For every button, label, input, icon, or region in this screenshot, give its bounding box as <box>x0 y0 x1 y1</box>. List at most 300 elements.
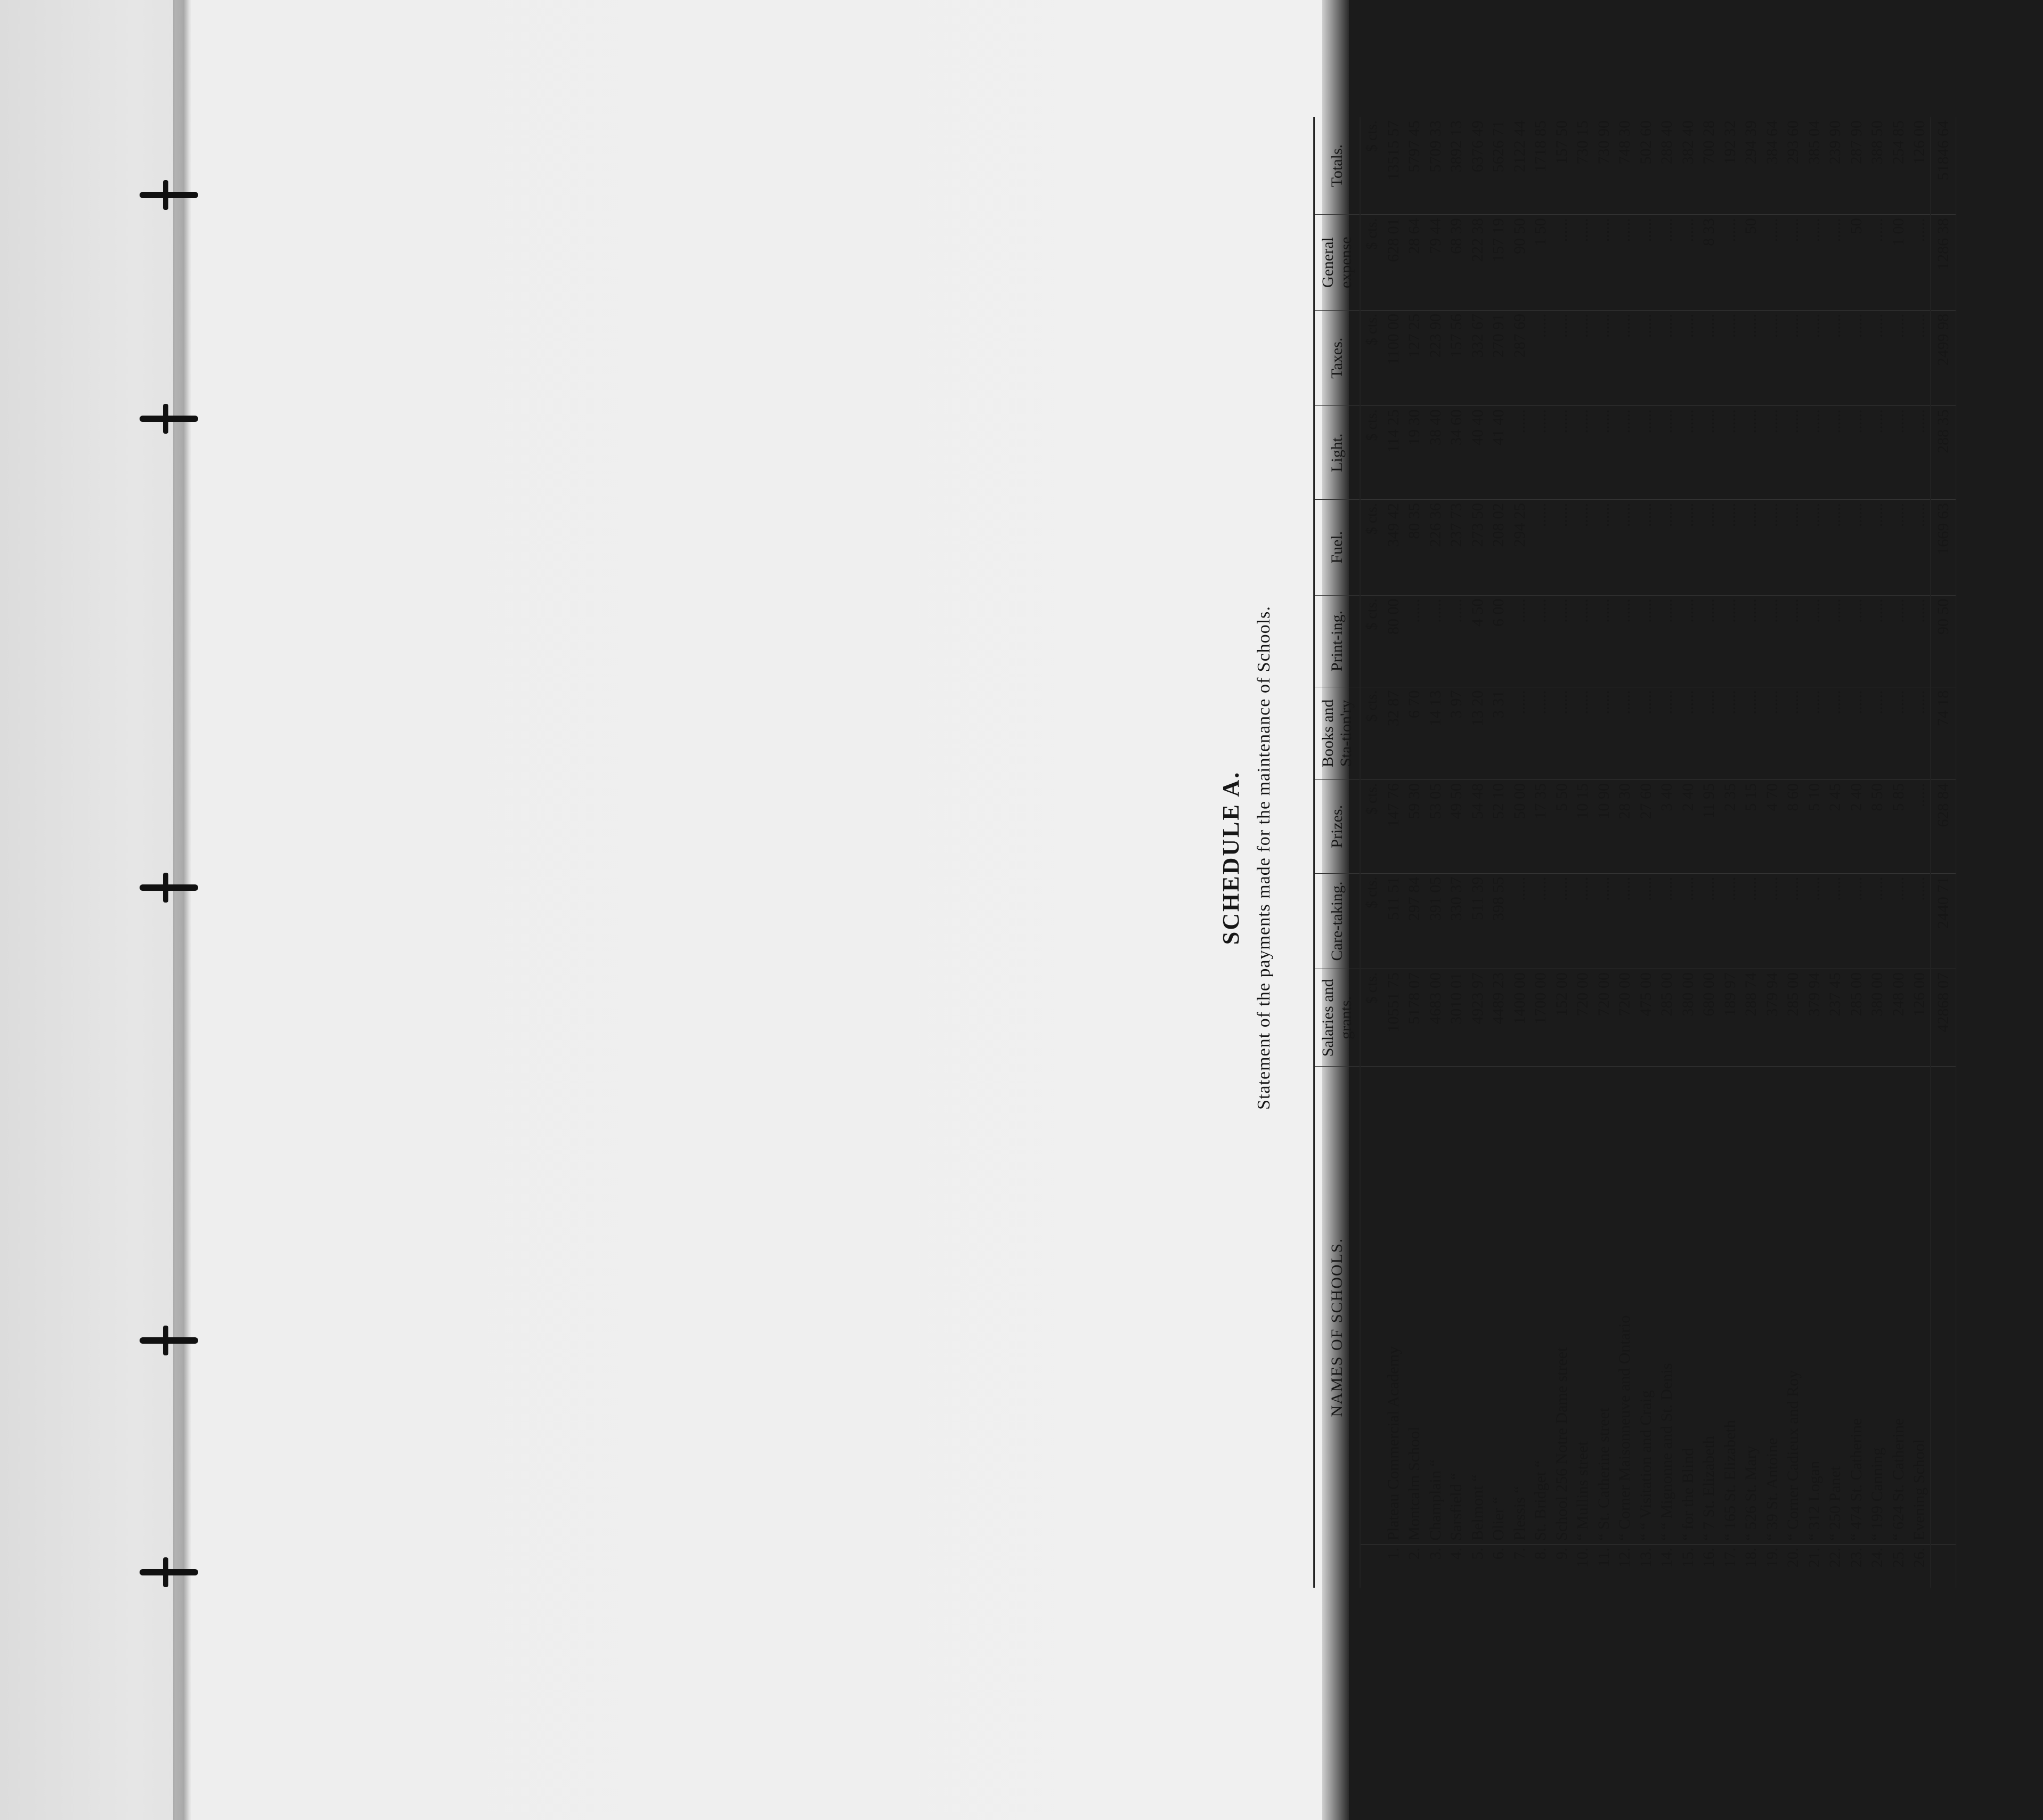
cell-printing: ...... <box>1530 595 1551 687</box>
cell-prizes: 52 10 <box>1488 779 1509 873</box>
cell-prizes: 2 40 <box>1678 779 1699 873</box>
table-row <box>1635 117 1657 1588</box>
cell-printing: ...... <box>1404 595 1425 687</box>
rotated-schedule <box>1212 117 2043 1598</box>
cell-taxes: ...... <box>1846 310 1867 406</box>
cell-light: ...... <box>1825 406 1846 500</box>
cell-fuel: ...... <box>1593 500 1615 596</box>
cell-general: ...... <box>1909 215 1931 311</box>
cell-light: ...... <box>1909 406 1931 500</box>
row-number: 25. <box>1889 1547 1907 1568</box>
total-caretaking: 2440 71 <box>1931 873 1957 969</box>
cell-totals: 384 64 <box>1762 117 1783 215</box>
cell-salaries: 380 00 <box>1867 969 1888 1067</box>
unit-label: $ cts. <box>1360 215 1383 311</box>
cell-books: 3 31 <box>1488 687 1509 779</box>
cell-general: ...... <box>1720 215 1741 311</box>
cell-caretaking: ...... <box>1867 873 1888 969</box>
cell-books: 13 20 <box>1467 687 1488 779</box>
table-row <box>1762 117 1783 1588</box>
row-number: 24. <box>1868 1547 1886 1568</box>
cell-totals: 254 85 <box>1888 117 1909 215</box>
cell-salaries: 3010 01 <box>1446 969 1467 1067</box>
cell-totals: 293 60 <box>1782 117 1804 215</box>
cell-general: ...... <box>1762 215 1783 311</box>
col-caretaking: Care-taking. <box>1314 873 1361 969</box>
cell-books: ...... <box>1762 687 1783 779</box>
col-general: General expense <box>1314 215 1361 311</box>
table-row <box>1909 117 1931 1588</box>
cell-caretaking: ...... <box>1762 873 1783 969</box>
table-row <box>1383 117 1404 1588</box>
cell-general: ...... <box>1678 215 1699 311</box>
cell-books: 32 87 <box>1383 687 1404 779</box>
cell-books: ...... <box>1698 687 1720 779</box>
cell-taxes: ...... <box>1593 310 1615 406</box>
cell-printing: ...... <box>1593 595 1615 687</box>
header-row <box>1314 117 1361 1588</box>
schedule-heading <box>1212 117 1274 1598</box>
cell-salaries: 720 00 <box>1593 969 1615 1067</box>
cell-books: ...... <box>1572 687 1593 779</box>
binding-stitch <box>140 192 198 198</box>
cell-salaries: 379 94 <box>1762 969 1783 1067</box>
row-number: 20. <box>1784 1547 1802 1568</box>
school-name: “ for the Blind <box>1678 1067 1699 1544</box>
cell-printing: ...... <box>1888 595 1909 687</box>
cell-printing: ...... <box>1867 595 1888 687</box>
cell-salaries: 4923 97 <box>1467 969 1488 1067</box>
row-number: 6. <box>1489 1547 1507 1560</box>
cell-prizes: 17 35 <box>1530 779 1551 873</box>
cell-light: ...... <box>1720 406 1741 500</box>
unit-label: $ cts. <box>1360 687 1383 779</box>
school-name: “ “ Visitation and Craig <box>1635 1067 1657 1544</box>
cell-general: 90 50 <box>1509 215 1531 311</box>
cell-general: ...... <box>1572 215 1593 311</box>
schedule-title: SCHEDULE A. <box>1218 770 1244 945</box>
row-number: 15. <box>1679 1547 1697 1568</box>
cell-totals: 748 30 <box>1614 117 1635 215</box>
cell-caretaking: ...... <box>1678 873 1699 969</box>
cell-general: 222 38 <box>1467 215 1488 311</box>
cell-fuel: 294 25 <box>1509 500 1531 596</box>
cell-totals: 239 90 <box>1825 117 1846 215</box>
cell-totals: 700 28 <box>1698 117 1720 215</box>
cell-caretaking: ...... <box>1698 873 1720 969</box>
row-number: 2. <box>1405 1547 1423 1560</box>
table-row <box>1593 117 1615 1588</box>
cell-caretaking: ...... <box>1782 873 1804 969</box>
cell-fuel: 349 42 <box>1383 500 1404 596</box>
school-name: Sarsfield “ <box>1446 1067 1467 1544</box>
total-printing: 90 50 <box>1931 595 1957 687</box>
cell-prizes: 27 60 <box>1635 779 1657 873</box>
unit-label: $ cts. <box>1360 310 1383 406</box>
cell-books: ...... <box>1720 687 1741 779</box>
cell-prizes: 11 95 <box>1698 779 1720 873</box>
cell-general: 50 <box>1740 215 1762 311</box>
cell-prizes: 3 40 <box>1656 779 1678 873</box>
cell-prizes: 49 50 <box>1446 779 1467 873</box>
cell-light: ...... <box>1530 406 1551 500</box>
school-name: St. Bridget “ <box>1530 1067 1551 1544</box>
row-number: 10. <box>1574 1547 1591 1568</box>
cell-totals: 388 50 <box>1867 117 1888 215</box>
cell-printing: ...... <box>1678 595 1699 687</box>
table-row <box>1572 117 1593 1588</box>
school-name: Montcalm School <box>1404 1067 1425 1544</box>
row-number: 21. <box>1805 1547 1823 1568</box>
cell-general: 1 00 <box>1888 215 1909 311</box>
cell-fuel: ...... <box>1698 500 1720 596</box>
cell-prizes: 5 10 <box>1804 779 1825 873</box>
cell-salaries: 288 74 <box>1740 969 1762 1067</box>
table-row <box>1825 117 1846 1588</box>
school-name: “ 312 Logan <box>1804 1067 1825 1544</box>
cell-caretaking: 511 39 <box>1467 873 1488 969</box>
cell-printing: ...... <box>1825 595 1846 687</box>
cell-totals: 157 50 <box>1551 117 1573 215</box>
cell-taxes: 287 69 <box>1509 310 1531 406</box>
cell-caretaking: ...... <box>1656 873 1678 969</box>
col-books: Books and Sta-tion'ry <box>1314 687 1361 779</box>
cell-books: ...... <box>1740 687 1762 779</box>
school-name: Plessis “ <box>1509 1067 1531 1544</box>
cell-salaries: 4683 00 <box>1425 969 1446 1067</box>
cell-taxes: ...... <box>1572 310 1593 406</box>
cell-books: 3 97 <box>1446 687 1467 779</box>
cell-totals: 730 90 <box>1593 117 1615 215</box>
cell-salaries: 1700 00 <box>1530 969 1551 1067</box>
cell-light: ...... <box>1740 406 1762 500</box>
school-name: Plateau Commercial Academy <box>1383 1067 1404 1544</box>
cell-caretaking: 398 55 <box>1488 873 1509 969</box>
cell-caretaking: ...... <box>1530 873 1551 969</box>
school-name: “ “ Mignonne and St. Denis <box>1656 1067 1678 1544</box>
cell-caretaking: ...... <box>1509 873 1531 969</box>
cell-salaries: 379 94 <box>1804 969 1825 1067</box>
cell-taxes: 223 90 <box>1425 310 1446 406</box>
cell-totals: 287 90 <box>1846 117 1867 215</box>
cell-light: ...... <box>1593 406 1615 500</box>
cell-prizes: 8 50 <box>1867 779 1888 873</box>
cell-taxes: ...... <box>1720 310 1741 406</box>
cell-totals: 294 39 <box>1740 117 1762 215</box>
table-row <box>1740 117 1762 1588</box>
cell-fuel: ...... <box>1888 500 1909 596</box>
table-row <box>1488 117 1509 1588</box>
cell-taxes: ...... <box>1656 310 1678 406</box>
cell-salaries: 720 00 <box>1614 969 1635 1067</box>
cell-printing: ...... <box>1509 595 1531 687</box>
cell-salaries: 5178 07 <box>1404 969 1425 1067</box>
total-general: 1286 38 <box>1931 215 1957 311</box>
cell-light: ...... <box>1762 406 1783 500</box>
table-row <box>1698 117 1720 1588</box>
cell-general: 68 39 <box>1446 215 1467 311</box>
cell-light: ...... <box>1509 406 1531 500</box>
cell-taxes: ...... <box>1762 310 1783 406</box>
cell-prizes: 10 90 <box>1593 779 1615 873</box>
school-name: “ 526 St. Mary <box>1740 1067 1762 1544</box>
cell-light: ...... <box>1656 406 1678 500</box>
cell-salaries: 680 00 <box>1698 969 1720 1067</box>
total-totals: 51846 64 <box>1931 117 1957 215</box>
cell-caretaking: ...... <box>1825 873 1846 969</box>
cell-books: ...... <box>1551 687 1573 779</box>
cell-salaries: 10551 75 <box>1383 969 1404 1067</box>
cell-caretaking: ...... <box>1572 873 1593 969</box>
units-row <box>1360 117 1383 1588</box>
cell-caretaking: ...... <box>1846 873 1867 969</box>
cell-general: ...... <box>1867 215 1888 311</box>
row-number: 12. <box>1616 1547 1633 1568</box>
cell-taxes: ...... <box>1551 310 1573 406</box>
cell-taxes: ...... <box>1909 310 1931 406</box>
row-number: 1. <box>1384 1547 1402 1560</box>
row-number: 13. <box>1637 1547 1655 1568</box>
cell-fuel: ...... <box>1678 500 1699 596</box>
cell-general: 8 33 <box>1698 215 1720 311</box>
cell-light: ...... <box>1782 406 1804 500</box>
cell-salaries: 1400 00 <box>1509 969 1531 1067</box>
cell-light: 40 40 <box>1467 406 1488 500</box>
col-names: NAMES OF SCHOOLS. <box>1314 1067 1361 1588</box>
cell-books: ...... <box>1846 687 1867 779</box>
cell-printing: ...... <box>1740 595 1762 687</box>
cell-salaries: 720 00 <box>1572 969 1593 1067</box>
row-number: 5. <box>1468 1547 1486 1560</box>
total-books: 74 18 <box>1931 687 1957 779</box>
cell-printing: ...... <box>1635 595 1657 687</box>
cell-fuel: ...... <box>1720 500 1741 596</box>
school-name: “ St. Catherine street <box>1593 1067 1615 1544</box>
cell-salaries: 285 00 <box>1656 969 1678 1067</box>
cell-salaries: 4489 23 <box>1488 969 1509 1067</box>
school-name: Evening School <box>1909 1067 1931 1544</box>
cell-printing: ...... <box>1551 595 1573 687</box>
cell-caretaking: 391 05 <box>1425 873 1446 969</box>
cell-fuel: ...... <box>1530 500 1551 596</box>
school-name: “ Mullins street <box>1572 1067 1593 1544</box>
table-row <box>1804 117 1825 1588</box>
cell-taxes: ...... <box>1614 310 1635 406</box>
cell-salaries: 237 45 <box>1825 969 1846 1067</box>
col-taxes: Taxes. <box>1314 310 1361 406</box>
cell-caretaking: ...... <box>1720 873 1741 969</box>
table-row <box>1530 117 1551 1588</box>
table-row <box>1678 117 1699 1588</box>
cell-taxes: ...... <box>1698 310 1720 406</box>
total-taxes: 2499 98 <box>1931 310 1957 406</box>
cell-printing: ...... <box>1762 595 1783 687</box>
school-name: School 256 Notre Dame street <box>1551 1067 1573 1544</box>
schedule-subtitle: Statement of the payments made for the maintenance of Schools. <box>1254 606 1274 1110</box>
table-row <box>1425 117 1446 1588</box>
cell-printing: ...... <box>1614 595 1635 687</box>
col-salaries: Salaries and grants. <box>1314 969 1361 1067</box>
cell-totals: 382 40 <box>1678 117 1699 215</box>
col-light: Light. <box>1314 406 1361 500</box>
cell-light: ...... <box>1846 406 1867 500</box>
cell-light: 38 40 <box>1425 406 1446 500</box>
cell-totals: 730 15 <box>1572 117 1593 215</box>
table-row <box>1867 117 1888 1588</box>
row-number: 26. <box>1910 1547 1928 1568</box>
cell-caretaking: 330 37 <box>1446 873 1467 969</box>
cell-printing: 4 50 <box>1467 595 1488 687</box>
col-fuel: Fuel. <box>1314 500 1361 596</box>
cell-printing: ...... <box>1572 595 1593 687</box>
cell-light: ...... <box>1888 406 1909 500</box>
unit-label: $ cts. <box>1360 969 1383 1067</box>
school-name: “ 474 St. Catherine <box>1846 1067 1867 1544</box>
binding-stitch <box>140 1569 198 1575</box>
cell-general: 157 19 <box>1488 215 1509 311</box>
cell-general: ...... <box>1593 215 1615 311</box>
row-number: 3. <box>1426 1547 1444 1560</box>
cell-general: 50 <box>1846 215 1867 311</box>
cell-taxes: 270 91 <box>1488 310 1509 406</box>
cell-fuel: ...... <box>1909 500 1931 596</box>
cell-printing: 80 00 <box>1383 595 1404 687</box>
cell-prizes: 5 85 <box>1888 779 1909 873</box>
cell-light: 114 25 <box>1383 406 1404 500</box>
total-salaries: 42868 07 <box>1931 969 1957 1067</box>
school-name: “ 199 Canning <box>1867 1067 1888 1544</box>
totals-row <box>1931 117 1957 1588</box>
cell-prizes: 54 48 <box>1467 779 1488 873</box>
school-name: “ Corner Cadieux and Roy <box>1782 1067 1804 1544</box>
cell-prizes: 50 00 <box>1509 779 1531 873</box>
cell-caretaking: ...... <box>1593 873 1615 969</box>
cell-totals: 5709 33 <box>1425 117 1446 215</box>
cell-totals: 6376 49 <box>1467 117 1488 215</box>
col-printing: Print-ing. <box>1314 595 1361 687</box>
unit-label: $ cts. <box>1360 500 1383 596</box>
cell-general: 628 01 <box>1383 215 1404 311</box>
table-row <box>1846 117 1867 1588</box>
row-number: 7. <box>1510 1547 1528 1560</box>
cell-salaries: 475 00 <box>1635 969 1657 1067</box>
unit-label: $ cts. <box>1360 117 1383 215</box>
cell-fuel: ...... <box>1572 500 1593 596</box>
cell-printing: ...... <box>1656 595 1678 687</box>
cell-fuel: 237 73 <box>1446 500 1467 596</box>
payments-table <box>1313 117 1957 1588</box>
cell-caretaking: ...... <box>1614 873 1635 969</box>
school-name: Belmont “ <box>1467 1067 1488 1544</box>
unit-label: $ cts. <box>1360 406 1383 500</box>
cell-books: ...... <box>1656 687 1678 779</box>
cell-taxes: ...... <box>1825 310 1846 406</box>
unit-label: $ cts. <box>1360 873 1383 969</box>
cell-prizes: 4 70 <box>1762 779 1783 873</box>
cell-books: ...... <box>1678 687 1699 779</box>
cell-salaries: 380 00 <box>1678 969 1699 1067</box>
binding-stitch <box>140 1337 198 1344</box>
cell-general: ...... <box>1614 215 1635 311</box>
cell-taxes: 1100 00 <box>1383 310 1404 406</box>
cell-books: ...... <box>1867 687 1888 779</box>
cell-general: ...... <box>1635 215 1657 311</box>
cell-light: ...... <box>1614 406 1635 500</box>
row-number: 23. <box>1847 1547 1865 1568</box>
cell-taxes: ...... <box>1782 310 1804 406</box>
cell-books: ...... <box>1593 687 1615 779</box>
cell-printing: ...... <box>1804 595 1825 687</box>
cell-general: ...... <box>1551 215 1573 311</box>
cell-totals: 3892 13 <box>1446 117 1467 215</box>
cell-light: 41 40 <box>1488 406 1509 500</box>
cell-totals: 126 00 <box>1909 117 1931 215</box>
row-number: 9. <box>1552 1547 1570 1560</box>
cell-taxes: ...... <box>1678 310 1699 406</box>
row-number: 16. <box>1700 1547 1718 1568</box>
cell-taxes: ...... <box>1740 310 1762 406</box>
row-number: 4. <box>1447 1547 1465 1560</box>
cell-salaries: 189 97 <box>1720 969 1741 1067</box>
cell-light: ...... <box>1635 406 1657 500</box>
cell-fuel: ...... <box>1635 500 1657 596</box>
cell-fuel: ...... <box>1846 500 1867 596</box>
cell-general: ...... <box>1825 215 1846 311</box>
school-name: “ 39 St. Antoine <box>1762 1067 1783 1544</box>
cell-printing: ...... <box>1909 595 1931 687</box>
school-name: “ 7 St. Elizabeth <box>1698 1067 1720 1544</box>
cell-light: ...... <box>1867 406 1888 500</box>
cell-totals: 5626 71 <box>1488 117 1509 215</box>
cell-prizes: 2 40 <box>1846 779 1867 873</box>
cell-prizes: 2 35 <box>1720 779 1741 873</box>
cell-totals: 2122 44 <box>1509 117 1531 215</box>
cell-totals: 5797 45 <box>1404 117 1425 215</box>
cell-light: 34 60 <box>1446 406 1467 500</box>
cell-books: ...... <box>1825 687 1846 779</box>
cell-general: 1 50 <box>1530 215 1551 311</box>
cell-totals: 288 40 <box>1656 117 1678 215</box>
cell-prizes: 59 30 <box>1404 779 1425 873</box>
cell-light: ...... <box>1572 406 1593 500</box>
cell-general: ...... <box>1804 215 1825 311</box>
cell-fuel: ...... <box>1804 500 1825 596</box>
unit-label: $ cts. <box>1360 595 1383 687</box>
cell-books: ...... <box>1614 687 1635 779</box>
row-number: 17. <box>1721 1547 1739 1568</box>
cell-taxes: 332 67 <box>1467 310 1488 406</box>
col-totals: Totals. <box>1314 117 1361 215</box>
cell-taxes: 157 56 <box>1446 310 1467 406</box>
cell-salaries: 126 00 <box>1909 969 1931 1067</box>
cell-taxes: ...... <box>1804 310 1825 406</box>
cell-fuel: ...... <box>1551 500 1573 596</box>
table-row <box>1614 117 1635 1588</box>
unit-label: $ cts. <box>1360 779 1383 873</box>
cell-books: ...... <box>1782 687 1804 779</box>
cell-totals: 385 04 <box>1804 117 1825 215</box>
school-name: “ 250 Panet <box>1825 1067 1846 1544</box>
table-row <box>1467 117 1488 1588</box>
cell-prizes: 28 30 <box>1614 779 1635 873</box>
table-row <box>1656 117 1678 1588</box>
cell-printing: ...... <box>1846 595 1867 687</box>
binding-stitch <box>140 884 198 891</box>
row-number: 11. <box>1594 1547 1613 1567</box>
cell-fuel: ...... <box>1740 500 1762 596</box>
school-name: “ Corner Maisonneuve and Ontario <box>1614 1067 1635 1544</box>
cell-light: 19 30 <box>1404 406 1425 500</box>
